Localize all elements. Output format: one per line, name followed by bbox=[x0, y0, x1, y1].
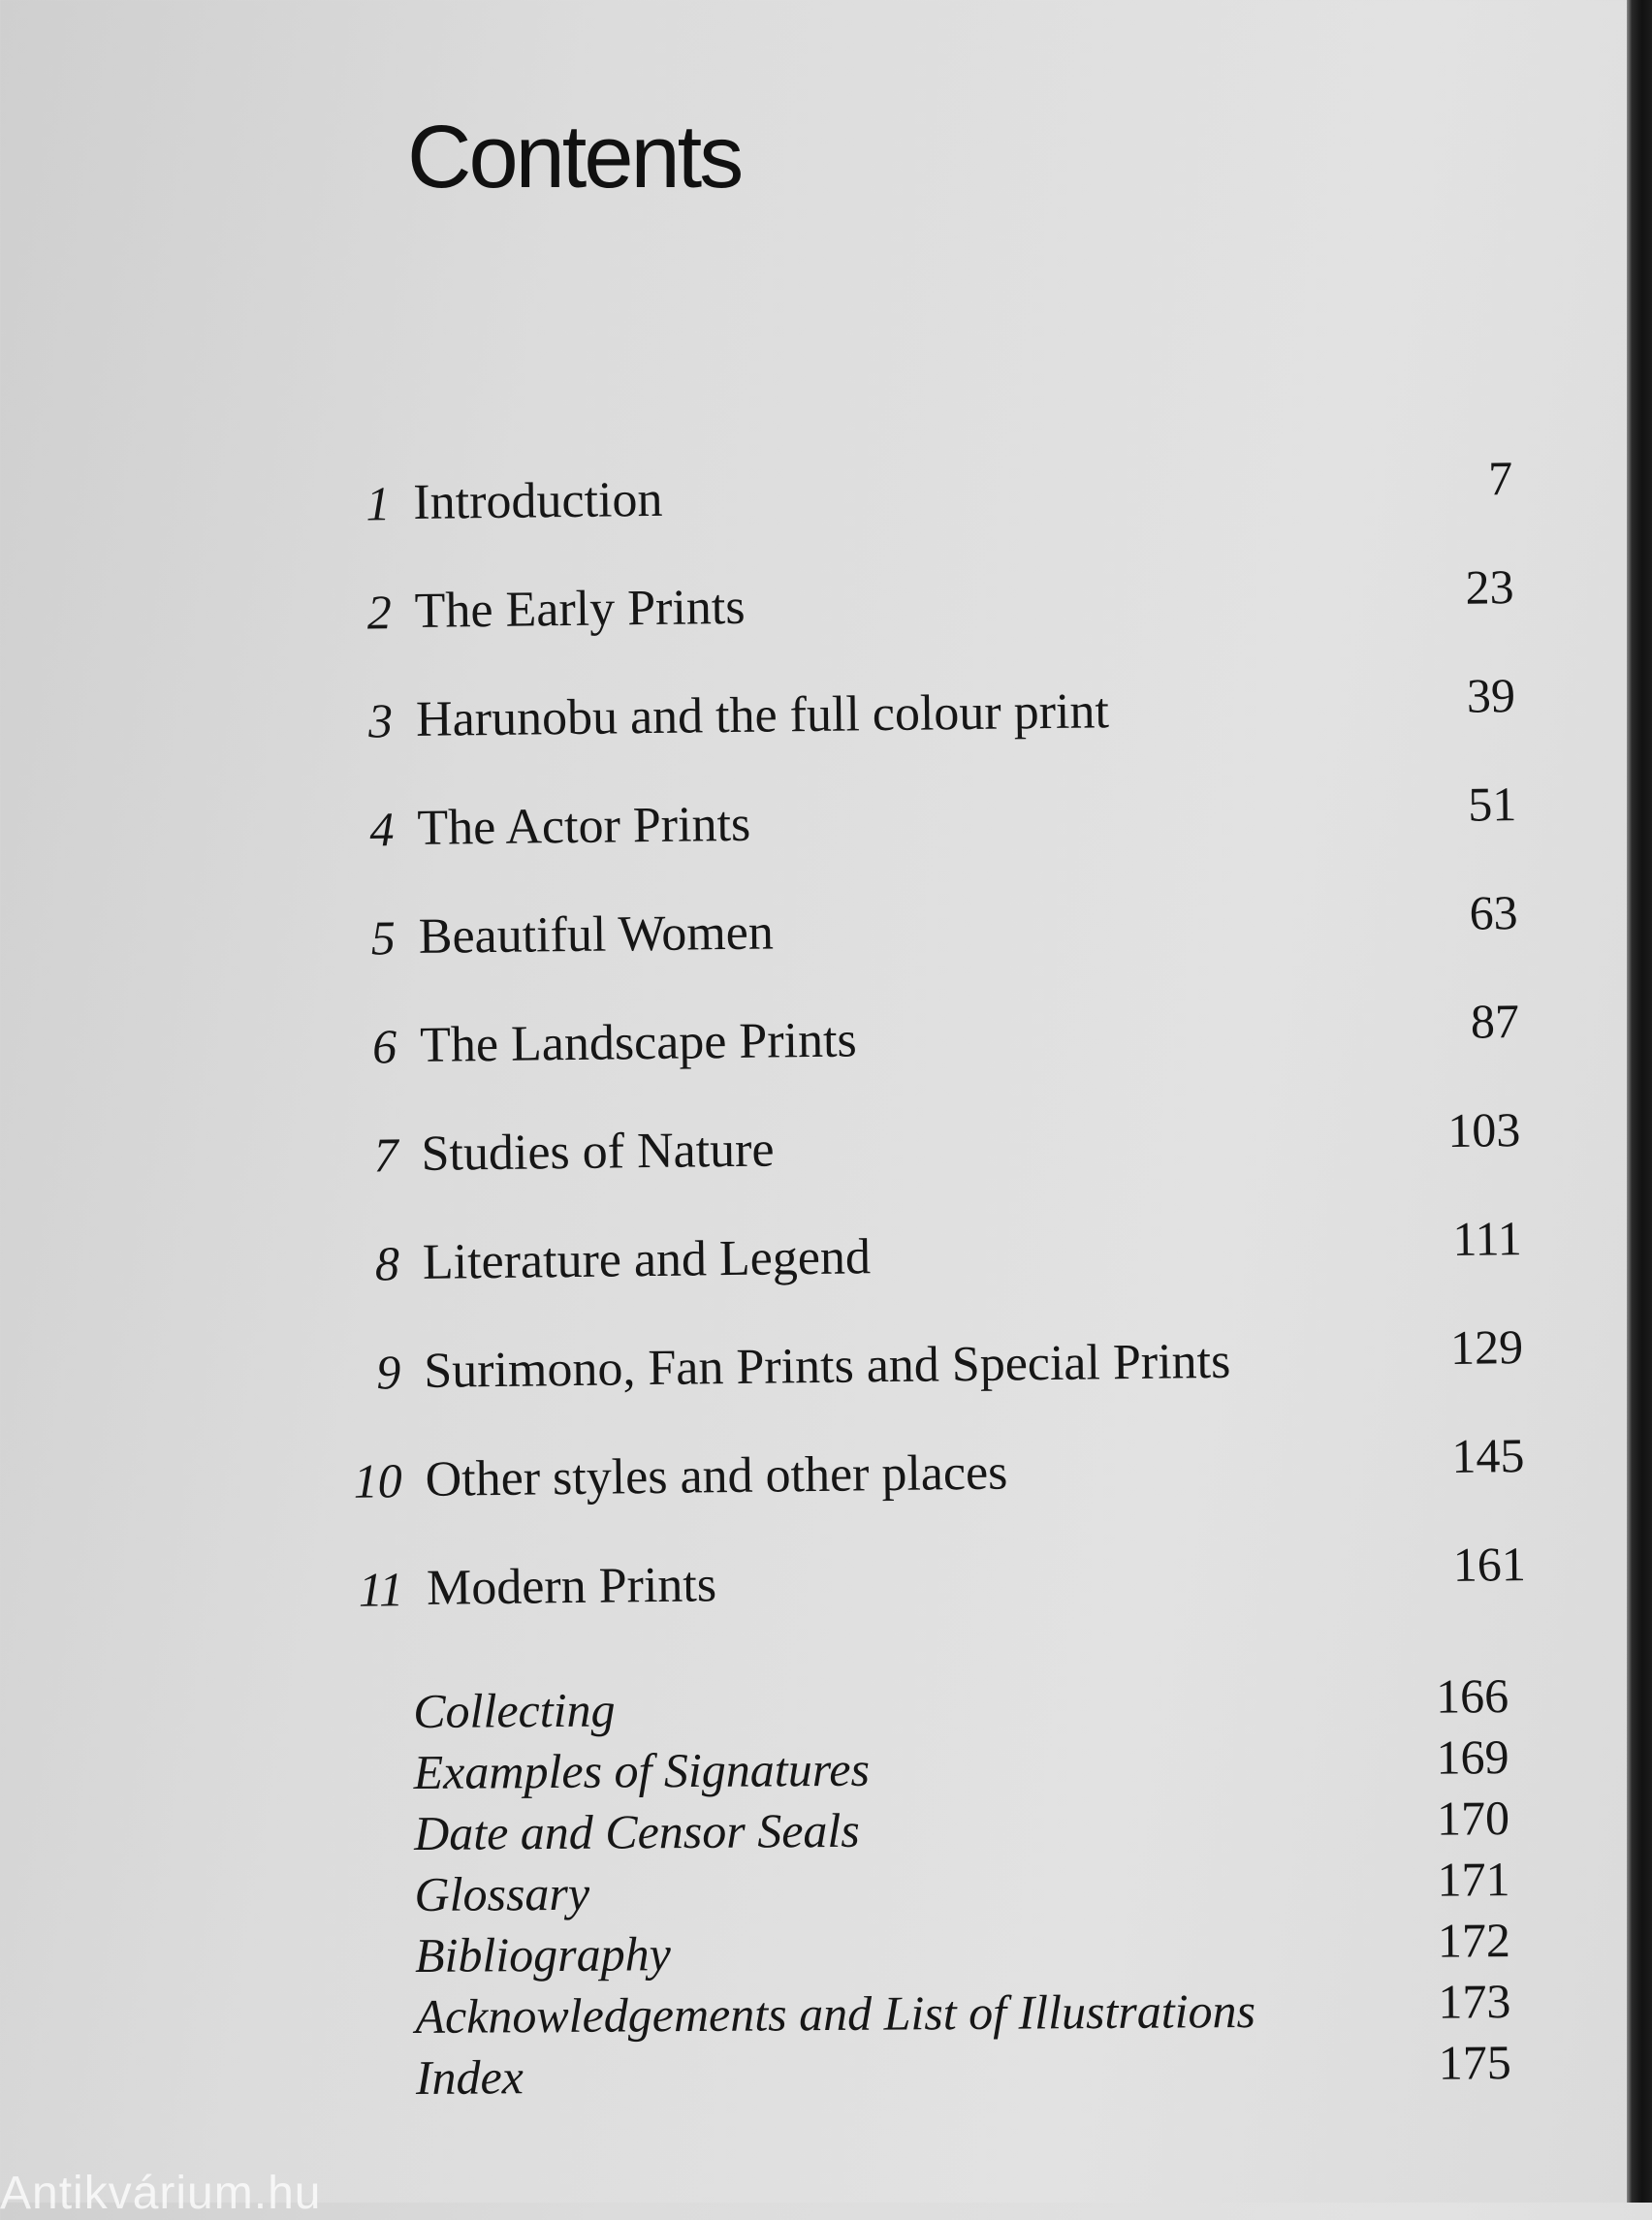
backmatter-page-number: 170 bbox=[1436, 1791, 1510, 1846]
chapter-page-number: 161 bbox=[1452, 1537, 1527, 1592]
chapter-title: Harunobu and the full colour print bbox=[415, 683, 1110, 747]
chapter-number: 2 bbox=[366, 585, 393, 640]
backmatter-page-number: 175 bbox=[1438, 2035, 1511, 2090]
backmatter-page-number: 166 bbox=[1435, 1668, 1509, 1724]
chapter-entry bbox=[340, 1319, 1524, 1452]
chapter-page-number: 145 bbox=[1451, 1428, 1525, 1483]
chapter-page-number: 129 bbox=[1449, 1319, 1524, 1375]
chapter-entry bbox=[331, 559, 1514, 692]
chapter-title: Introduction bbox=[413, 471, 663, 530]
chapter-number: 5 bbox=[370, 910, 397, 966]
backmatter-title: Collecting bbox=[413, 1682, 616, 1738]
chapter-number: 1 bbox=[365, 476, 391, 531]
backmatter-entry bbox=[415, 1974, 1511, 2048]
chapter-page-number: 103 bbox=[1447, 1102, 1521, 1158]
backmatter-list bbox=[413, 1668, 1511, 2109]
chapter-title: Beautiful Women bbox=[418, 904, 775, 965]
backmatter-title: Acknowledgements and List of Illustrations bbox=[415, 1982, 1256, 2044]
chapter-page-number: 23 bbox=[1465, 559, 1514, 615]
backmatter-page-number: 171 bbox=[1437, 1852, 1510, 1907]
backmatter-entry bbox=[413, 1791, 1510, 1865]
chapter-title: Modern Prints bbox=[426, 1557, 717, 1616]
chapter-entry bbox=[336, 994, 1520, 1126]
backmatter-page-number: 169 bbox=[1436, 1729, 1509, 1785]
chapter-page-number: 7 bbox=[1487, 451, 1513, 506]
chapter-title: Other styles and other places bbox=[425, 1444, 1008, 1507]
chapter-entry bbox=[333, 668, 1516, 801]
backmatter-title: Index bbox=[415, 2049, 524, 2105]
chapter-title: Surimono, Fan Prints and Special Prints bbox=[423, 1333, 1231, 1399]
chapter-page-number: 87 bbox=[1470, 994, 1520, 1049]
chapter-entry bbox=[330, 451, 1513, 584]
backmatter-title: Date and Censor Seals bbox=[413, 1802, 860, 1860]
chapter-title: The Actor Prints bbox=[417, 796, 751, 856]
chapter-title: The Landscape Prints bbox=[419, 1012, 858, 1073]
chapter-number: 10 bbox=[353, 1453, 403, 1508]
chapter-entry bbox=[339, 1211, 1523, 1344]
chapter-page-number: 39 bbox=[1466, 668, 1516, 723]
backmatter-entry bbox=[413, 1668, 1509, 1743]
backmatter-title: Glossary bbox=[414, 1865, 590, 1921]
book-spine-edge bbox=[1627, 0, 1652, 2203]
page-title: Contents bbox=[407, 108, 742, 206]
chapter-page-number: 63 bbox=[1469, 885, 1518, 940]
chapter-title: Studies of Nature bbox=[421, 1122, 775, 1182]
chapter-number: 3 bbox=[367, 693, 394, 748]
backmatter-page-number: 173 bbox=[1438, 1974, 1511, 2029]
backmatter-entry bbox=[415, 2035, 1511, 2109]
chapter-title: Literature and Legend bbox=[422, 1229, 872, 1290]
chapter-entry bbox=[334, 777, 1517, 909]
chapter-number: 9 bbox=[375, 1345, 401, 1400]
chapter-page-number: 51 bbox=[1467, 777, 1517, 832]
chapter-entry bbox=[341, 1428, 1525, 1561]
chapter-number: 11 bbox=[358, 1562, 404, 1617]
backmatter-entry bbox=[414, 1913, 1511, 1987]
chapter-number: 6 bbox=[371, 1019, 397, 1074]
backmatter-entry bbox=[413, 1729, 1509, 1804]
chapter-number: 8 bbox=[374, 1236, 400, 1291]
chapter-title: The Early Prints bbox=[414, 579, 746, 639]
chapter-entry bbox=[334, 885, 1518, 1018]
backmatter-page-number: 172 bbox=[1437, 1913, 1511, 1968]
chapter-entry bbox=[337, 1102, 1521, 1235]
backmatter-entry bbox=[414, 1852, 1510, 1926]
chapter-entry bbox=[343, 1537, 1527, 1669]
backmatter-title: Bibliography bbox=[414, 1926, 672, 1982]
chapter-list bbox=[330, 451, 1527, 1669]
chapter-number: 7 bbox=[373, 1127, 398, 1183]
chapter-page-number: 111 bbox=[1452, 1211, 1523, 1266]
chapter-number: 4 bbox=[369, 802, 395, 857]
backmatter-title: Examples of Signatures bbox=[413, 1741, 871, 1799]
watermark: Antikvárium.hu bbox=[0, 2168, 322, 2219]
